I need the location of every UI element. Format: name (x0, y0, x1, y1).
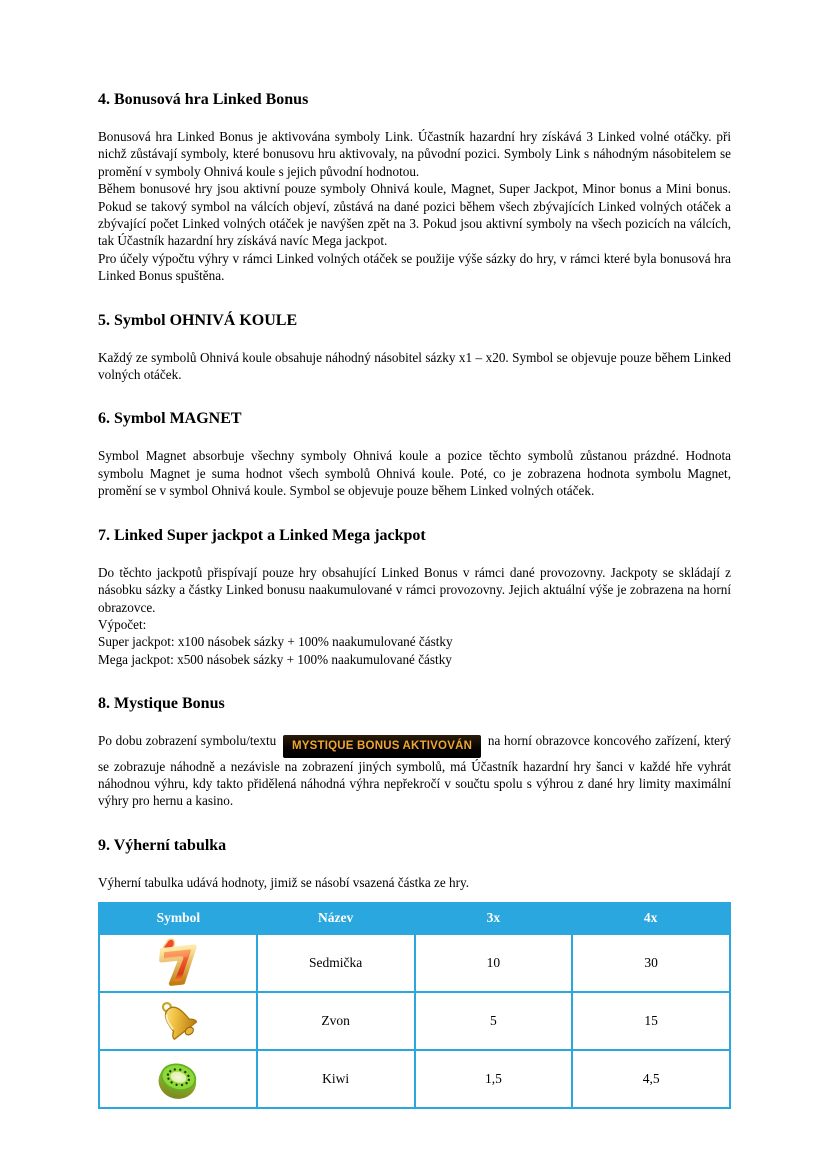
paragraph: Každý ze symbolů Ohnivá koule obsahuje náhodný násobitel sázky x1 – x20. Symbol se objevuje pouze během Linked volných otáček. (98, 349, 731, 383)
calculation-label: Výpočet: (98, 616, 147, 632)
payout-4x: 4,5 (572, 1050, 730, 1108)
section-mystique-bonus (98, 695, 731, 810)
bell-icon (101, 994, 255, 1048)
mystique-bonus-badge (283, 735, 481, 758)
payout-4x: 30 (572, 934, 730, 992)
kiwi-icon (101, 1052, 255, 1106)
payout-4x: 15 (572, 992, 730, 1050)
symbol-name: Sedmička (257, 934, 415, 992)
column-header-name: Název (257, 903, 415, 934)
symbol-name: Zvon (257, 992, 415, 1050)
section-heading: 6. Symbol MAGNET (98, 410, 242, 428)
paragraph: Výherní tabulka udává hodnoty, jimiž se násobí vsazená částka ze hry. (98, 874, 470, 890)
column-header-symbol: Symbol (99, 903, 257, 934)
symbol-cell (99, 1050, 257, 1108)
symbol-cell (99, 934, 257, 992)
mega-jackpot-formula: Mega jackpot: x500 násobek sázky + 100% naakumulované částky (98, 651, 452, 667)
symbol-cell (99, 992, 257, 1050)
paragraph: Pro účely výpočtu výhry v rámci Linked volných otáček se použije výše sázky do hry, v rámci které byla bonusová hra Linked Bonus spuštěna. (98, 250, 731, 284)
paragraph: Do těchto jackpotů přispívají pouze hry obsahující Linked Bonus v rámci dané provozovny. Jackpoty se skládají z násobku sázky a částky Linked bonusu naakumulované v rámci provozovny. Jejich aktuální výše je zobrazena na horní obrazovce. (98, 564, 731, 615)
payout-3x: 1,5 (415, 1050, 573, 1108)
section-heading: 8. Mystique Bonus (98, 695, 225, 713)
section-heading: 7. Linked Super jackpot a Linked Mega jackpot (98, 526, 426, 544)
section-heading: 5. Symbol OHNIVÁ KOULE (98, 311, 298, 329)
section-magnet (98, 410, 731, 499)
column-header-3x: 3x (415, 903, 573, 934)
section-heading: 4. Bonusová hra Linked Bonus (98, 91, 309, 108)
paragraph: Bonusová hra Linked Bonus je aktivována symboly Link. Účastník hazardní hry získává 3 Linked volné otáčky. při nichž zůstávají symboly, které bonusovu hru aktivovaly, na původní pozici. Symboly Link s náhodným násobitelem se promění v symboly Ohnivá koule s jejich původní hodnotou. (98, 129, 731, 179)
payout-3x: 5 (415, 992, 573, 1050)
table-row (99, 992, 730, 1050)
mystique-bonus-badge-label: MYSTIQUE BONUS AKTIVOVÁN (292, 740, 473, 753)
text-before-badge: Po dobu zobrazení symbolu/textu (98, 733, 277, 749)
section-payout-table (98, 837, 731, 1109)
paragraph (98, 732, 731, 810)
section-linked-bonus (98, 91, 731, 285)
section-jackpots (98, 527, 731, 668)
paragraph: Symbol Magnet absorbuje všechny symboly Ohnivá koule a pozice těchto symbolů zůstanou prázdné. Hodnota symbolu Magnet je suma hodnot všech symbolů Ohnivá koule. Poté, co je zobrazena hodnota symbolu Magnet, promění se v symbol Ohnivá koule. Symbol se objevuje pouze během Linked volných otáček. (98, 448, 731, 499)
symbol-name: Kiwi (257, 1050, 415, 1108)
super-jackpot-formula: Super jackpot: x100 násobek sázky + 100% naakumulované částky (98, 634, 453, 650)
section-heading: 9. Výherní tabulka (98, 836, 227, 854)
payout-3x: 10 (415, 934, 573, 992)
payout-table (98, 902, 731, 1109)
section-ohniva-koule (98, 312, 731, 384)
payout-table-header-row (99, 903, 730, 934)
seven-icon (101, 936, 255, 990)
table-row (99, 934, 730, 992)
text-after-badge: na horní obrazovce koncového zařízení, který se zobrazuje náhodně a nezávisle na zobrazení jiných symbolů, má Účastník hazardní hry šanci v každé hře vyhrát náhodnou výhru, kdy takto přidělená náhodná výhra nepřekročí v součtu spolu s výhrou z dané hry limity maximální výhry pro hernu a kasino. (98, 733, 732, 809)
column-header-4x: 4x (572, 903, 730, 934)
paragraph: Během bonusové hry jsou aktivní pouze symboly Ohnivá koule, Magnet, Super Jackpot, Minor bonus a Mini bonus. Pokud se takový symbol na válcích objeví, zůstává na dané pozici během všech zbývajících Linked volných otáček a zbývající počet Linked volných otáček je navýšen zpět na 3. Pokud jsou aktivní symboly na všech pozicích na válcích, tak Účastník hazardní hry získává navíc Mega jackpot. (98, 181, 731, 249)
table-row (99, 1050, 730, 1108)
